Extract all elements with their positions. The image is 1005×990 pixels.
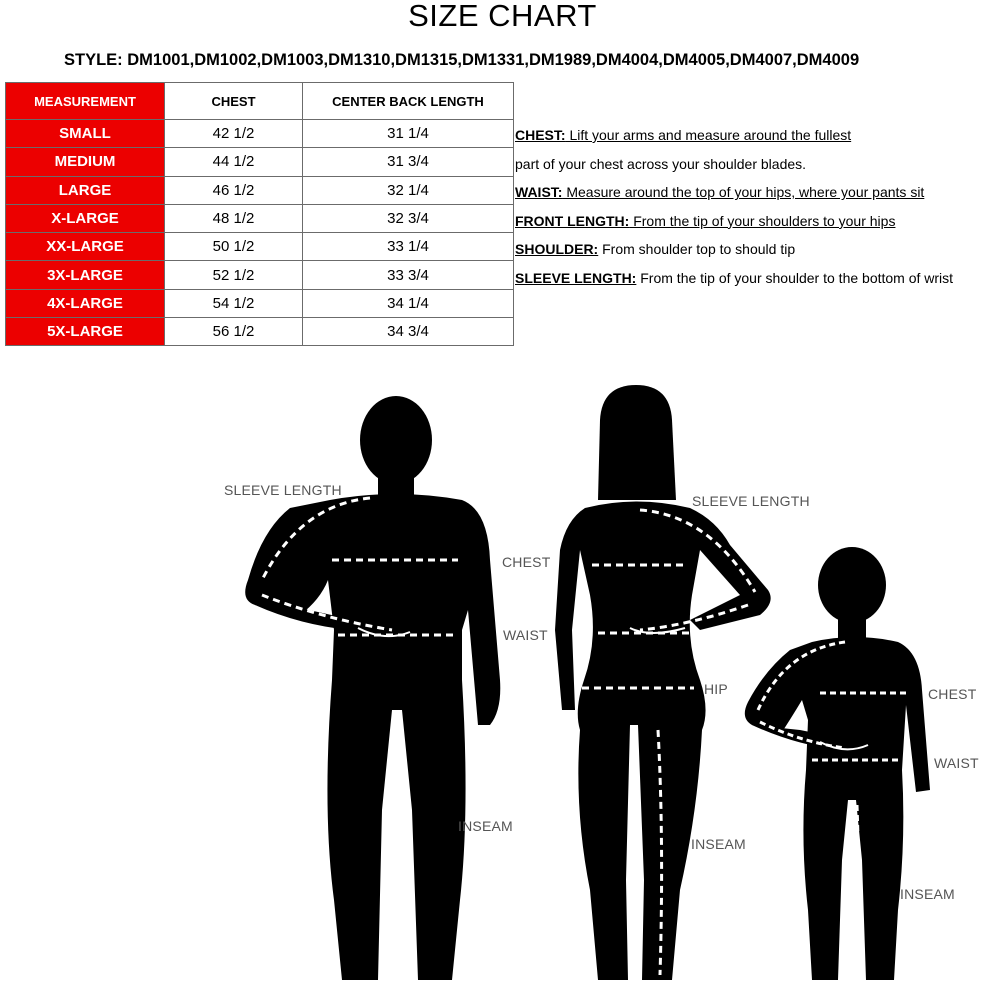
- label-man-sleeve-length: SLEEVE LENGTH: [224, 482, 342, 498]
- note-key: WAIST:: [515, 184, 563, 201]
- cbl-cell: 32 1/4: [303, 176, 514, 204]
- note-waist: [515, 181, 953, 210]
- cbl-cell: 34 3/4: [303, 318, 514, 346]
- page-title: SIZE CHART: [408, 0, 597, 33]
- chest-cell: 50 1/2: [165, 233, 303, 261]
- chest-cell: 52 1/2: [165, 261, 303, 289]
- size-cell: 5X-LARGE: [6, 318, 165, 346]
- label-child-chest: CHEST: [928, 686, 977, 702]
- note-chest-cont: [515, 153, 953, 182]
- size-cell: XX-LARGE: [6, 233, 165, 261]
- measurement-notes: [515, 124, 953, 296]
- cbl-cell: 33 1/4: [303, 233, 514, 261]
- label-woman-inseam: INSEAM: [691, 836, 746, 852]
- label-child-waist: WAIST: [934, 755, 979, 771]
- size-table: [5, 82, 514, 346]
- note-key: SHOULDER:: [515, 241, 599, 258]
- note-front-length: [515, 210, 953, 239]
- header-center-back-length: CENTER BACK LENGTH: [303, 83, 514, 120]
- note-text: Measure around the top of your hips, where your pants sit: [562, 184, 925, 201]
- note-key: FRONT LENGTH:: [515, 212, 630, 229]
- size-cell: SMALL: [6, 120, 165, 148]
- table-row: [6, 261, 514, 289]
- note-key: CHEST:: [515, 127, 566, 143]
- label-man-chest: CHEST: [502, 554, 551, 570]
- note-chest: [515, 124, 953, 153]
- label-child-inseam: INSEAM: [900, 886, 955, 902]
- table-header-row: [6, 83, 514, 120]
- size-cell: 3X-LARGE: [6, 261, 165, 289]
- table-row: [6, 233, 514, 261]
- cbl-cell: 31 1/4: [303, 120, 514, 148]
- size-cell: MEDIUM: [6, 148, 165, 176]
- header-chest: CHEST: [165, 83, 303, 120]
- size-cell: 4X-LARGE: [6, 289, 165, 317]
- chest-cell: 46 1/2: [165, 176, 303, 204]
- note-text: From shoulder top to should tip: [598, 241, 796, 258]
- body-measurement-figure: [0, 380, 1005, 990]
- table-row: [6, 148, 514, 176]
- note-text: From the tip of your shoulder to the bottom of wrist: [636, 269, 954, 286]
- note-key: SLEEVE LENGTH:: [515, 269, 637, 286]
- header-measurement: MEASUREMENT: [6, 83, 165, 120]
- note-shoulder: [515, 238, 953, 267]
- chest-cell: 48 1/2: [165, 204, 303, 232]
- table-row: [6, 289, 514, 317]
- label-woman-sleeve-length: SLEEVE LENGTH: [692, 493, 810, 509]
- label-man-waist: WAIST: [503, 627, 548, 643]
- chest-cell: 42 1/2: [165, 120, 303, 148]
- table-row: [6, 318, 514, 346]
- note-text: From the tip of your shoulders to your hips: [629, 212, 896, 229]
- cbl-cell: 34 1/4: [303, 289, 514, 317]
- note-text: part of your chest across your shoulder blades.: [515, 155, 807, 172]
- note-sleeve-length: [515, 267, 953, 296]
- cbl-cell: 31 3/4: [303, 148, 514, 176]
- chest-cell: 54 1/2: [165, 289, 303, 317]
- style-codes: STYLE: DM1001,DM1002,DM1003,DM1310,DM1315,DM1331,DM1989,DM4004,DM4005,DM4007,DM4009: [64, 51, 860, 69]
- table-row: [6, 204, 514, 232]
- cbl-cell: 32 3/4: [303, 204, 514, 232]
- size-cell: X-LARGE: [6, 204, 165, 232]
- chest-cell: 44 1/2: [165, 148, 303, 176]
- size-cell: LARGE: [6, 176, 165, 204]
- table-row: [6, 120, 514, 148]
- table-row: [6, 176, 514, 204]
- chest-cell: 56 1/2: [165, 318, 303, 346]
- note-text: Lift your arms and measure around the fullest: [565, 127, 852, 143]
- cbl-cell: 33 3/4: [303, 261, 514, 289]
- label-woman-hip: HIP: [704, 681, 728, 697]
- child-silhouette: [745, 547, 930, 980]
- label-man-inseam: INSEAM: [458, 818, 513, 834]
